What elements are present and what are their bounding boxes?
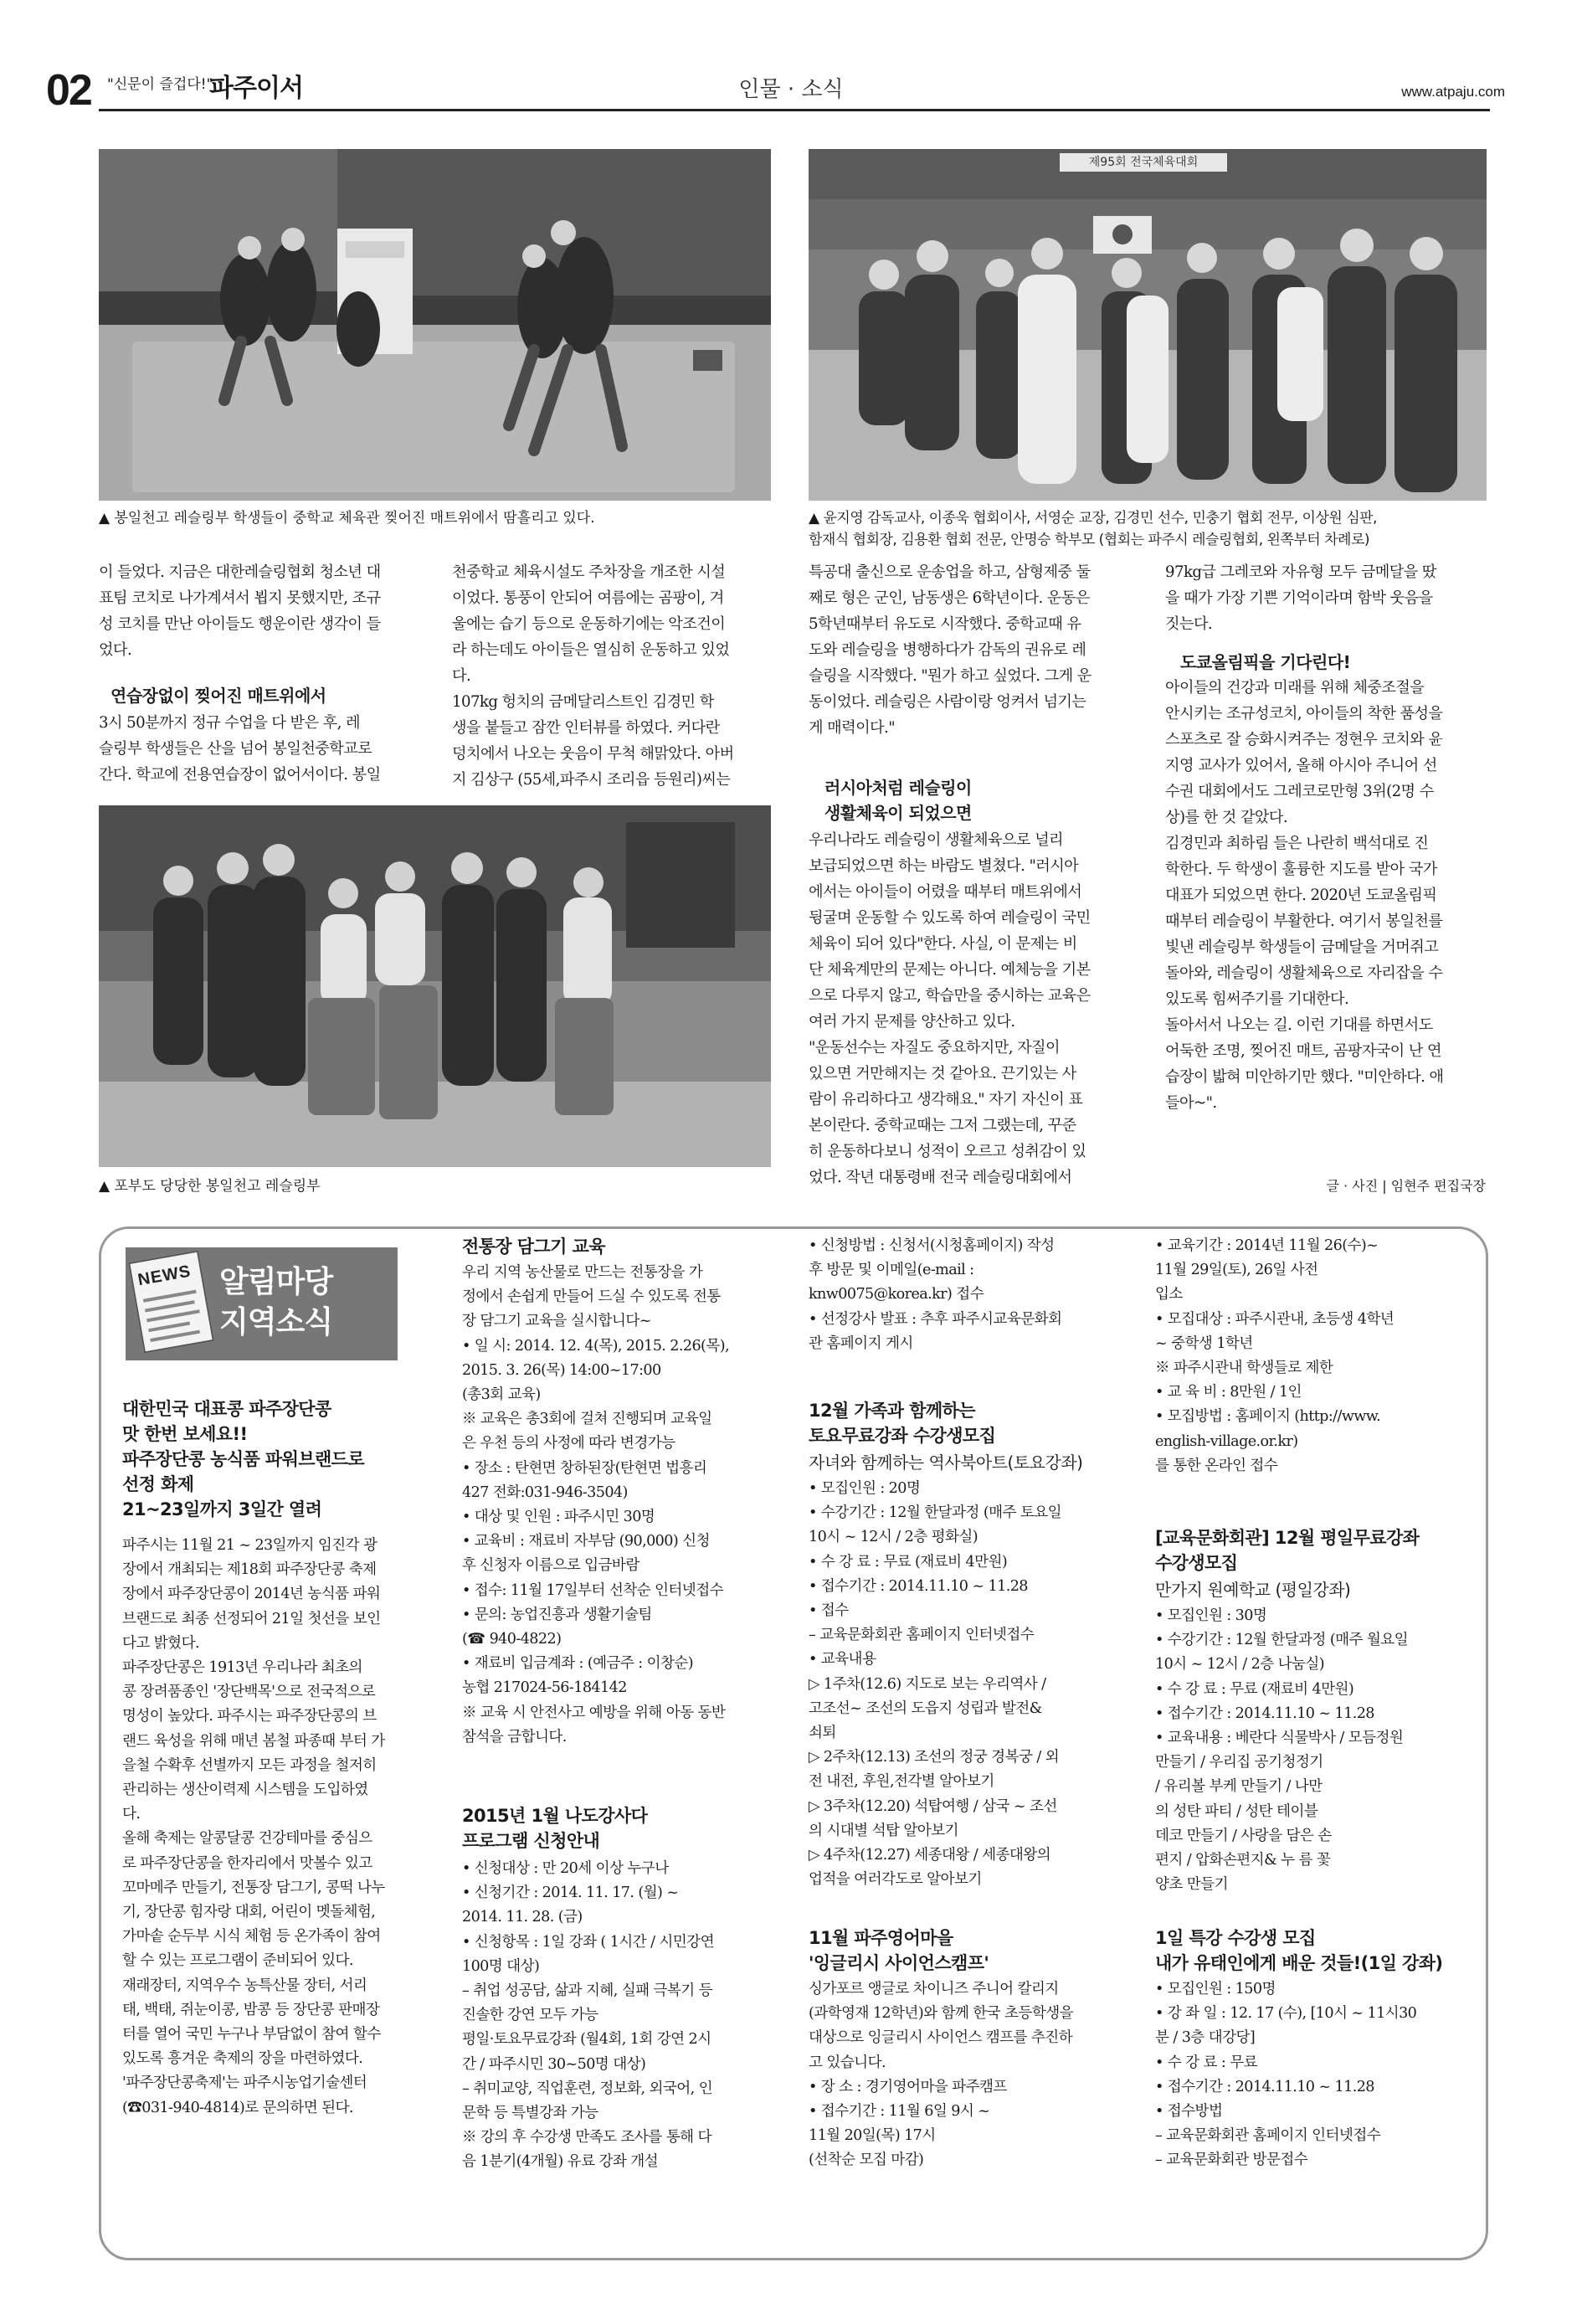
article-subheading-3: 도쿄올림픽을 기다린다!	[1180, 652, 1351, 672]
newspaper-badge: NEWS	[136, 1262, 193, 1290]
header-rule	[99, 109, 1490, 111]
notice-4-body: • 모집인원 : 20명 • 수강기간 : 12월 한달과정 (매주 토요일 10시 ~ 12시 / 2층 평화실) • 수 강 료 : 무료 (재료비 4만원) • 접수기간 : 2014.11.10 ~ 11.28 • 접수 – 교육문화회관 홈페이지 인터넷접수 • 교육내용 ▷ 1주차(12.6) 지도로 보는 우리역사 / 고조선~ 조선의 도읍지 성립과 발전& 쇠퇴 ▷ 2주차(12.13) 조선의 정궁 경복궁 / 외 전 내전, 후원,전각별 알아보기 ▷ 3주차(12.20) 석탑여행 / 삼국 ~ 조선 의 시대별 석탑 알아보기 ▷ 4주차(12.27) 세종대왕 / 세종대왕의 업적을 여러각도로 알아보기	[809, 1480, 1062, 1889]
notice-5-heading: 11월 파주영어마을 '잉글리시 사이언스캠프'	[809, 1928, 989, 1973]
photo-caption-officials-2: 함재식 협회장, 김용환 협회 전문, 안명승 학부모 (협회는 파주시 레슬링협회, 왼쪽부터 차례로)	[809, 532, 1370, 548]
notice-3-body-cont: • 신청방법 : 신청서(시청홈페이지) 작성 후 방문 및 이메일(e-mail : knw0075@korea.kr) 접수 • 선정강사 발표 : 추후 파주시교육문화회 관 홈페이지 게시	[809, 1237, 1062, 1352]
photo-caption-officials-1: ▲ 윤지영 감독교사, 이종욱 협회이사, 서영순 교장, 김경민 선수, 민충기 협회 전무, 이상원 심판,	[809, 510, 1377, 527]
photo-caption-team: ▲ 포부도 당당한 봉일천고 레슬링부	[99, 1178, 321, 1195]
notice-5-body: 싱가포르 앵글로 차이니즈 주니어 칼리지 (과학영재 12학년)와 함께 한국 초등학생을 대상으로 잉글리시 사이언스 캠프를 추진하 고 있습니다. • 장 소 : 경기영어마을 파주캠프 • 접수기간 : 11월 6일 9시 ~ 11월 20일(목) 17시 (선착순 모집 마감)	[809, 1981, 1074, 2169]
article-col3-p2: 우리나라도 레슬링이 생활체육으로 널리 보급되었으면 하는 바람도 별쳤다. "러시아 에서는 아이들이 어렸을 때부터 매트위에서 뒹굴며 운동할 수 있도록 하여 레슬링이 국민 체육이 되어 있다"한다. 사실, 이 문제는 비 단 체육계만의 문제는 아니다. 예체능을 기본 으로 다루지 않고, 학습만을 중시하는 교육은 여러 가지 문제를 양산하고 있다. "운동선수는 자질도 중요하지만, 자질이 있으면 거만해지는 것 같아요. 끈기있는 사 람이 유리하다고 생각해요." 자기 자신이 표 본이란다. 중학교때는 그저 그랬는데, 꾸준 히 운동하다보니 성적이 오르고 성취감이 있 었다. 작년 대통령배 전국 레슬링대회에서	[809, 831, 1091, 1186]
section-title: 인물 · 소식	[738, 77, 844, 102]
site-url[interactable]: www.atpaju.com	[1401, 84, 1505, 100]
article-col4-p1: 97kg급 그레코와 자유형 모두 금메달을 땄 을 때가 가장 기쁜 기억이라며 함박 웃음을 짓는다.	[1165, 563, 1436, 633]
article-credit: 글 · 사진 | 임현주 편집국장	[1326, 1178, 1486, 1194]
article-col3-p1: 특공대 출신으로 운송업을 하고, 삼형제중 둘 째로 형은 군인, 남동생은 6학년이다. 운동은 5학년때부터 유도로 시작했다. 중학교때 유 도와 레슬링을 병행하다가 감독의 권유로 레 슬링을 시작했다. "뭔가 하고 싶었다. 그게 운 동이었다. 레슬링은 사람이랑 엉켜서 넘기는 게 매력이다."	[809, 563, 1091, 737]
article-col1-p2: 3시 50분까지 정규 수업을 다 받은 후, 레 슬링부 학생들은 산을 넘어 봉일천중학교로 간다. 학교에 전용연습장이 없어서이다. 봉일	[99, 714, 381, 784]
photo-group-officials	[809, 149, 1487, 501]
notice-2-heading: 전통장 담그기 교육	[462, 1237, 605, 1257]
article-subheading-2: 러시아처럼 레슬링이 생활체육이 되었으면	[824, 778, 972, 823]
notice-4-heading: 12월 가족과 함께하는 토요무료강좌 수강생모집	[809, 1401, 996, 1446]
notice-1-body: 파주시는 11월 21 ~ 23일까지 임진각 광 장에서 개최되는 제18회 파주장단콩 축제 장에서 파주장단콩이 2014년 농식품 파워 브랜드로 최종 선정되어 21일 첫선을 보인 다고 밝혔다. 파주장단콩은 1913년 우리나라 최초의 콩 장려품종인 '장단백목'으로 전국적으로 명성이 높았다. 파주시는 파주장단콩의 브 랜드 육성을 위해 매년 봄철 파종때 부터 가 을철 수확후 선별까지 모든 과정을 철저히 관리하는 생산이력제 시스템을 도입하였 다. 올해 축제는 알콩달콩 건강테마를 중심으 로 파주장단콩을 한자리에서 맛볼수 있고 꼬마메주 만들기, 전통장 담그기, 콩떡 나누 기, 장단콩 힘자랑 대회, 어린이 멧돌체험, 가마솥 순두부 시식 체험 등 온가족이 참여 할 수 있는 프로그램이 준비되어 있다. 재래장터, 지역우수 농특산물 장터, 서리 태, 백태, 쥐눈이콩, 밤콩 등 장단콩 판매장 터를 열어 국민 누구나 부담없이 참여 할수 있도록 흥겨운 축제의 장을 마련하였다. '파주장단콩축제'는 파주시농업기술센터 (☎031-940-4814)로 문의하면 된다.	[122, 1537, 385, 2116]
masthead-logo: 파주이서	[209, 74, 303, 103]
photo-caption-practice: ▲ 봉일천고 레슬링부 학생들이 중학교 체육관 찢어진 매트위에서 땀흘리고 있다.	[99, 510, 595, 527]
banner-text: 제95회 전국체육대회	[1060, 153, 1227, 172]
article-col2-p1: 천중학교 체육시설도 주차장을 개조한 시설 이었다. 통풍이 안되어 여름에는 곰팡이, 겨 울에는 습기 등으로 운동하기에는 악조건이 라 하는데도 아이들은 열심히 운동하고 있었 다. 107kg 헝치의 금메달리스트인 김경민 학 생을 붙들고 잠깐 인터뷰를 하였다. 커다란 덩치에서 나오는 웃음이 무척 해맑았다. 아버 지 김상구 (55세,파주시 조리읍 등원리)씨는	[452, 563, 734, 789]
notice-4-subheading: 자녀와 함께하는 역사북아트(토요강좌)	[809, 1452, 1083, 1473]
photo-wrestling-practice	[99, 149, 771, 501]
photo-wrestling-team	[99, 805, 771, 1167]
notice-6-body: • 모집인원 : 30명 • 수강기간 : 12월 한달과정 (매주 월요일 10시 ~ 12시 / 2층 나눔실) • 수 강 료 : 무료 (재료비 4만원) • 접수기간 : 2014.11.10 ~ 11.28 • 교육내용 : 베란다 식물박사 / 모듬정원 만들기 / 우리집 공기청정기 / 유리볼 부케 만들기 / 나만 의 성탄 파티 / 성탄 테이블 데코 만들기 / 사랑을 담은 손 편지 / 압화손편지& 누 름 꽃 양초 만들기	[1155, 1607, 1409, 1894]
notice-6-subheading: 만가지 원예학교 (평일강좌)	[1155, 1580, 1351, 1600]
page-number: 02	[46, 66, 91, 115]
notice-7-heading: 1일 특강 수강생 모집 내가 유태인에게 배운 것들!(1일 강좌)	[1155, 1928, 1443, 1973]
article-col4-p2: 아이들의 건강과 미래를 위해 체중조절을 안시키는 조규성코치, 아이들의 착한 품성을 스포츠로 잘 승화시켜주는 정현우 코치와 윤 지영 교사가 있어서, 올해 아시아 주니어 선 수권 대회에서도 그레코로만형 3위(2명 수 상)를 한 것 같았다. 김경민과 최하림 들은 나란히 백석대로 진 학한다. 두 학생이 훌륭한 지도를 받아 국가 대표가 되었으면 한다. 2020년 도쿄올림픽 때부터 레슬링이 부활한다. 여기서 봉일천를 빛낸 레슬링부 학생들이 금메달을 거머쥐고 돌아와, 레슬링이 생활체육으로 자리잡을 수 있도록 힘써주기를 기대한다. 돌아서서 나오는 길. 이런 기대를 하면서도 어둑한 조명, 찢어진 매트, 곰팡자국이 난 연 습장이 밟혀 미안하기만 했다. "미안하다. 애 들아~".	[1165, 679, 1444, 1112]
article-col1-p1: 이 들었다. 지금은 대한레슬링협회 청소년 대 표팀 코치로 나가계셔서 뵙지 못했지만, 조규 성 코치를 만난 아이들도 행운이란 생각이 들 었다.	[99, 563, 381, 659]
notice-6-heading: [교육문화회관] 12월 평일무료강좌 수강생모집	[1155, 1528, 1420, 1573]
notice-1-heading: 대한민국 대표콩 파주장단콩 맛 한번 보세요!! 파주장단콩 농식품 파워브랜드로 선정 화제 21~23일까지 3일간 열려	[122, 1399, 365, 1519]
notice-board-title: 알림마당 지역소식	[219, 1265, 333, 1339]
masthead-slogan: "신문이 즐겁다!"	[107, 76, 213, 93]
notice-7-body: • 모집인원 : 150명 • 강 좌 일 : 12. 17 (수), [10시 ~ 11시30 분 / 3층 대강당] • 수 강 료 : 무료 • 접수기간 : 2014.11.10 ~ 11.28 • 접수방법 – 교육문화회관 홈페이지 인터넷접수 – 교육문화회관 방문접수	[1155, 1981, 1417, 2169]
notice-2-body: 우리 지역 농산물로 만드는 전통장을 가 정에서 손쉽게 만들어 드실 수 있도록 전통 장 담그기 교육을 실시합니다~ • 일 시: 2014. 12. 4(목), 2015. 2.26(목), 2015. 3. 26(목) 14:00~17:00 (총3회 교육) ※ 교육은 총3회에 걸쳐 진행되며 교육일 은 우천 등의 사정에 따라 변경가능 • 장소 : 탄현면 창하된장(탄현면 법흥리 427 전화:031-946-3504) • 대상 및 인원 : 파주시민 30명 • 교육비 : 재료비 자부담 (90,000) 신청 후 신청자 이름으로 입금바람 • 접수: 11월 17일부터 선착순 인터넷접수 • 문의: 농업진흥과 생활기술팀 (☎ 940-4822) • 재료비 입금계좌 : (예금주 : 이창순) 농협 217024-56-184142 ※ 교육 시 안전사고 예방을 위해 아동 동반 참석을 금합니다.	[462, 1264, 729, 1746]
notice-3-heading: 2015년 1월 나도강사다 프로그램 신청안내	[462, 1806, 648, 1851]
article-subheading-1: 연습장없이 찢어진 매트위에서	[110, 686, 326, 706]
notice-5-body-cont: • 교육기간 : 2014년 11월 26(수)~ 11월 29일(토), 26일 사전 입소 • 모집대상 : 파주시관내, 초등생 4학년 ~ 중학생 1학년 ※ 파주시관내 학생들로 제한 • 교 육 비 : 8만원 / 1인 • 모집방법 : 홈페이지 (http://www. english-village.or.kr) 를 통한 온라인 접수	[1155, 1237, 1395, 1474]
notice-3-body: • 신청대상 : 만 20세 이상 누구나 • 신청기간 : 2014. 11. 17. (월) ~ 2014. 11. 28. (금) • 신청항목 : 1일 강좌 ( 1시간 / 시민강연 100명 대상) – 취업 성공담, 삶과 지혜, 실패 극복기 등 진솔한 강연 모두 가능 평일·토요무료강좌 (월4회, 1회 강연 2시 간 / 파주시민 30~50명 대상) – 취미교양, 직업훈련, 정보화, 외국어, 인 문학 등 특별강좌 가능 ※ 강의 후 수강생 만족도 조사를 통해 다 음 1분기(4개월) 유료 강좌 개설	[462, 1860, 714, 2171]
